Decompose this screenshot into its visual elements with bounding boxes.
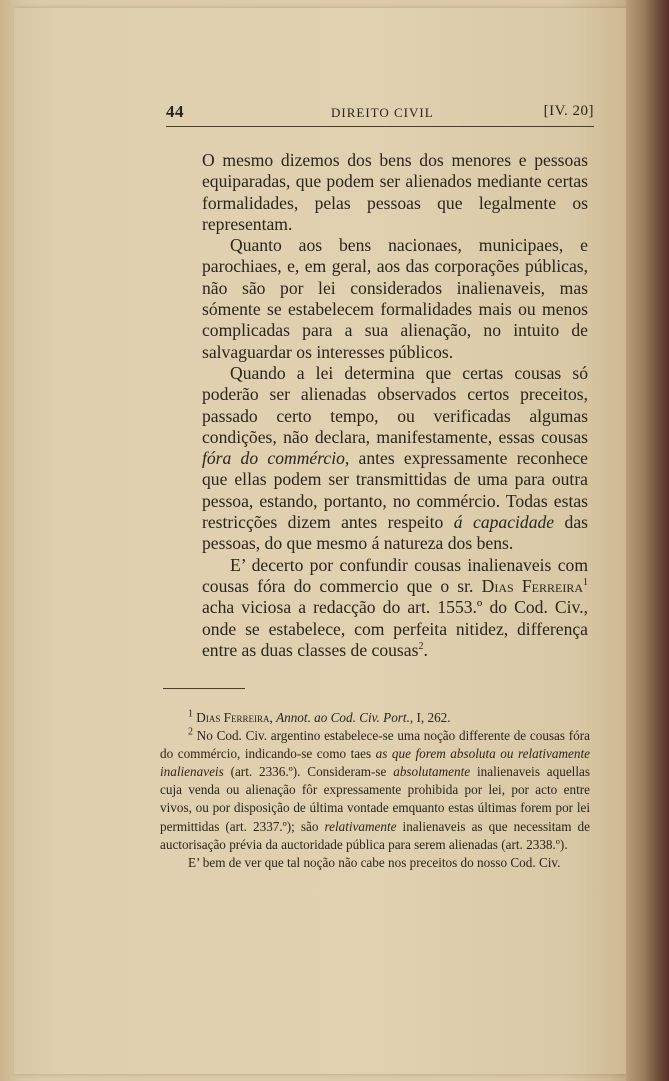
text-run: I, 262. [413, 710, 451, 725]
footnote-ref-2[interactable]: 2 [418, 640, 424, 652]
footnote-3: E’ bem de ver que tal noção não cabe nos preceitos do nosso Cod. Civ. [188, 854, 561, 870]
author-name: Dias Ferreira [481, 575, 583, 596]
paragraph-4 [202, 555, 588, 661]
text-run: . [423, 639, 428, 660]
italic-run: as que forem absoluta ou relativamente inalienaveis [160, 746, 590, 780]
author-name: Dias Ferreira, [196, 710, 273, 725]
text-run: inalienaveis as que necessitam de auctorisação prévia da auctoridade pública para serem alienadas (art. 2338.º). [160, 818, 591, 852]
footnotes [160, 709, 590, 872]
text-run: inalienaveis aquellas cuja venda ou alienação fôr expressamente prohibida por lei, por acto entre vivos, ou por disposição de última vontade emquanto estas últimas forem por lei permittidas (art. 2337.º); são [160, 764, 590, 834]
footnote-number: 2 [188, 726, 193, 738]
italic-run: á capacidade [453, 512, 555, 533]
paragraph-1: O mesmo dizemos dos bens dos menores e pessoas equiparadas, que podem ser alienados mediante certas formalidades, pelas pessoas que legalmente os representam. [202, 150, 588, 234]
main-text [202, 150, 588, 661]
header-rule [166, 126, 594, 127]
section-reference: [IV. 20] [543, 103, 594, 119]
text-run: E’ decerto por confundir cousas inalienaveis com cousas fóra do commercio que o sr. [202, 554, 588, 596]
footnote-rule [163, 688, 245, 689]
text-run: acha viciosa a redacção do art. 1553.º do Cod. Civ., onde se estabelece, com perfeita nitidez, differença entre as duas classes de cousas [202, 597, 588, 660]
text-run: Quando a lei determina que certas cousas só poderão ser alienadas observados certos preceitos, passado certo tempo, ou verificadas algumas condições, não declara, manifestamente, essas cousas [202, 362, 588, 447]
page-number: 44 [166, 102, 184, 121]
text-run: No Cod. Civ. argentino estabelece-se uma noção differente de cousas fóra do commércio, indicando-se como taes [160, 728, 590, 762]
text-run: das pessoas, do que mesmo á natureza dos bens. [202, 512, 588, 554]
text-run: (art. 2336.º). Consideram-se [223, 764, 394, 780]
running-title: DIREITO CIVIL [331, 105, 434, 120]
page-edge-binding [626, 0, 669, 1081]
footnote-number: 1 [188, 708, 193, 720]
running-header [166, 102, 596, 124]
paragraph-2: Quanto aos bens nacionaes, municipaes, e parochiaes, e, em geral, aos das corporações públicas, não são por lei considerados inalienaveis, mas sómente se estabelecem formalidades mais ou menos complicadas para a sua alienação, no intuito de salvaguardar os interesses públicos. [202, 235, 588, 362]
italic-run: relativamente [324, 818, 397, 834]
italic-run: absolutamente [393, 764, 471, 780]
italic-run: Annot. ao Cod. Civ. Port., [276, 710, 414, 725]
footnote-1 [160, 709, 590, 727]
text-run: antes expressamente reconhece que ellas podem ser transmittidas de uma para outra pessoa, estando, portanto, no commércio. Todas estas restricções dizem antes respeito [202, 448, 588, 533]
footnote-ref-1[interactable]: 1 [583, 577, 588, 589]
footnote-2 [160, 727, 590, 854]
paragraph-3 [202, 363, 588, 555]
italic-run: fóra do commércio, [202, 448, 350, 469]
